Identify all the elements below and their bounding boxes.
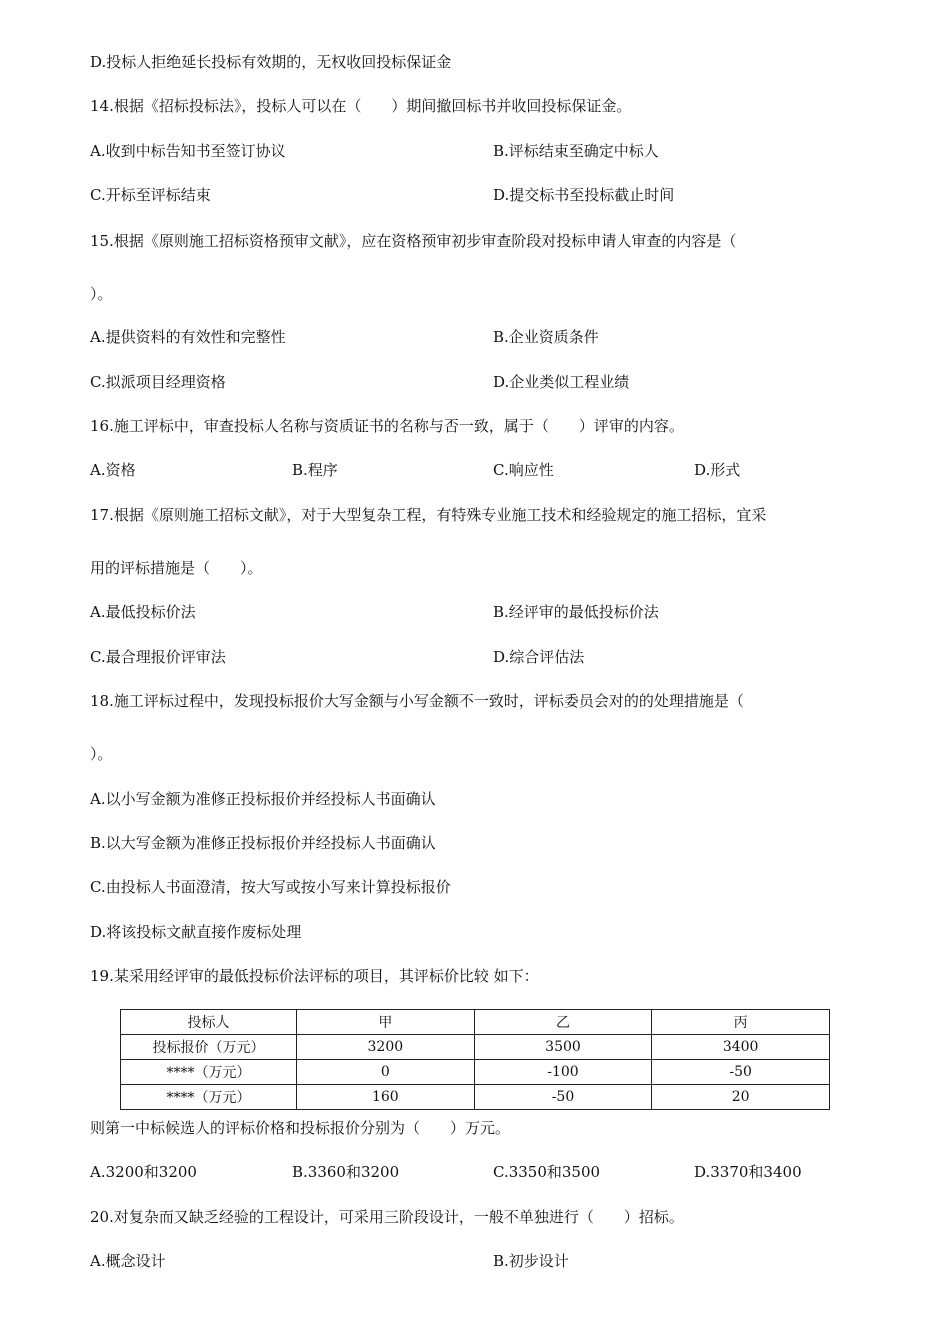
table-row xyxy=(121,1035,830,1060)
table-cell: -100 xyxy=(474,1060,652,1085)
question-16: 16.施工评标中，审查投标人名称与资质证书的名称与否一致，属于（ ）评审的内容。 xyxy=(90,417,684,435)
q15-option-d: D.企业类似工程业绩 xyxy=(493,373,630,391)
table-cell: 3500 xyxy=(474,1035,652,1060)
table-cell: 0 xyxy=(297,1060,475,1085)
q14-option-d: D.提交标书至投标截止时间 xyxy=(493,186,675,204)
q15-option-c: C.拟派项目经理资格 xyxy=(90,373,226,391)
question-15-cont: ）。 xyxy=(90,285,113,303)
table-cell: ****（万元） xyxy=(121,1060,297,1085)
table-cell: 3200 xyxy=(297,1035,475,1060)
table-cell: 160 xyxy=(297,1085,475,1110)
table-cell: 20 xyxy=(652,1085,830,1110)
q17-option-b: B.经评审的最低投标价法 xyxy=(493,603,659,621)
q17-option-a: A.最低投标价法 xyxy=(90,603,196,621)
question-14: 14.根据《招标投标法》，投标人可以在（ ）期间撤回标书并收回投标保证金。 xyxy=(90,97,632,115)
question-17-cont: 用的评标措施是（ ）。 xyxy=(90,559,263,577)
q15-option-b: B.企业资质条件 xyxy=(493,328,599,346)
table-row xyxy=(121,1060,830,1085)
q19-option-c: C.3350和3500 xyxy=(493,1163,601,1181)
q19-option-b: B.3360和3200 xyxy=(292,1163,400,1181)
q18-option-d: D.将该投标文献直接作废标处理 xyxy=(90,923,302,941)
q16-option-d: D.形式 xyxy=(694,461,741,479)
q14-option-c: C.开标至评标结束 xyxy=(90,186,211,204)
table-cell: ****（万元） xyxy=(121,1085,297,1110)
q20-option-a: A.概念设计 xyxy=(90,1252,166,1270)
q15-option-a: A.提供资料的有效性和完整性 xyxy=(90,328,286,346)
q16-option-c: C.响应性 xyxy=(493,461,554,479)
q18-option-a: A.以小写金额为准修正投标报价并经投标人书面确认 xyxy=(90,790,436,808)
question-15: 15.根据《原则施工招标资格预审文献》，应在资格预审初步审查阶段对投标申请人审查的内容是（ xyxy=(90,232,737,250)
table-header-cell: 投标人 xyxy=(121,1010,297,1035)
table-header-cell: 甲 xyxy=(297,1010,475,1035)
question-19: 19.某采用经评审的最低投标价法评标的项目，其评标价比较 如下： xyxy=(90,967,539,985)
q16-option-a: A.资格 xyxy=(90,461,136,479)
table-cell: 投标报价（万元） xyxy=(121,1035,297,1060)
q19-option-a: A.3200和3200 xyxy=(90,1163,197,1181)
question-18: 18.施工评标过程中，发现投标报价大写金额与小写金额不一致时，评标委员会对的的处理措施是（ xyxy=(90,692,744,710)
q16-option-b: B.程序 xyxy=(292,461,338,479)
question-18-cont: ）。 xyxy=(90,745,113,763)
q17-option-c: C.最合理报价评审法 xyxy=(90,648,226,666)
q19-option-d: D.3370和3400 xyxy=(694,1163,802,1181)
q13-option-d: D.投标人拒绝延长投标有效期的，无权收回投标保证金 xyxy=(90,53,452,71)
q14-option-a: A.收到中标告知书至签订协议 xyxy=(90,142,286,160)
q18-option-b: B.以大写金额为准修正投标报价并经投标人书面确认 xyxy=(90,834,436,852)
question-17: 17.根据《原则施工招标文献》，对于大型复杂工程，有特殊专业施工技术和经验规定的施工招标，宜采 xyxy=(90,506,767,524)
q14-option-b: B.评标结束至确定中标人 xyxy=(493,142,659,160)
q20-option-b: B.初步设计 xyxy=(493,1252,569,1270)
table-header-row xyxy=(121,1010,830,1035)
question-19-followup: 则第一中标候选人的评标价格和投标报价分别为（ ）万元。 xyxy=(90,1119,511,1137)
table-cell: -50 xyxy=(652,1060,830,1085)
q18-option-c: C.由投标人书面澄清，按大写或按小写来计算投标报价 xyxy=(90,878,451,896)
table-cell: 3400 xyxy=(652,1035,830,1060)
table-row xyxy=(121,1085,830,1110)
table-header-cell: 丙 xyxy=(652,1010,830,1035)
bid-evaluation-table xyxy=(120,1009,830,1110)
table-cell: -50 xyxy=(474,1085,652,1110)
question-20: 20.对复杂而又缺乏经验的工程设计，可采用三阶段设计，一般不单独进行（ ）招标。 xyxy=(90,1208,684,1226)
table-header-cell: 乙 xyxy=(474,1010,652,1035)
q17-option-d: D.综合评估法 xyxy=(493,648,585,666)
